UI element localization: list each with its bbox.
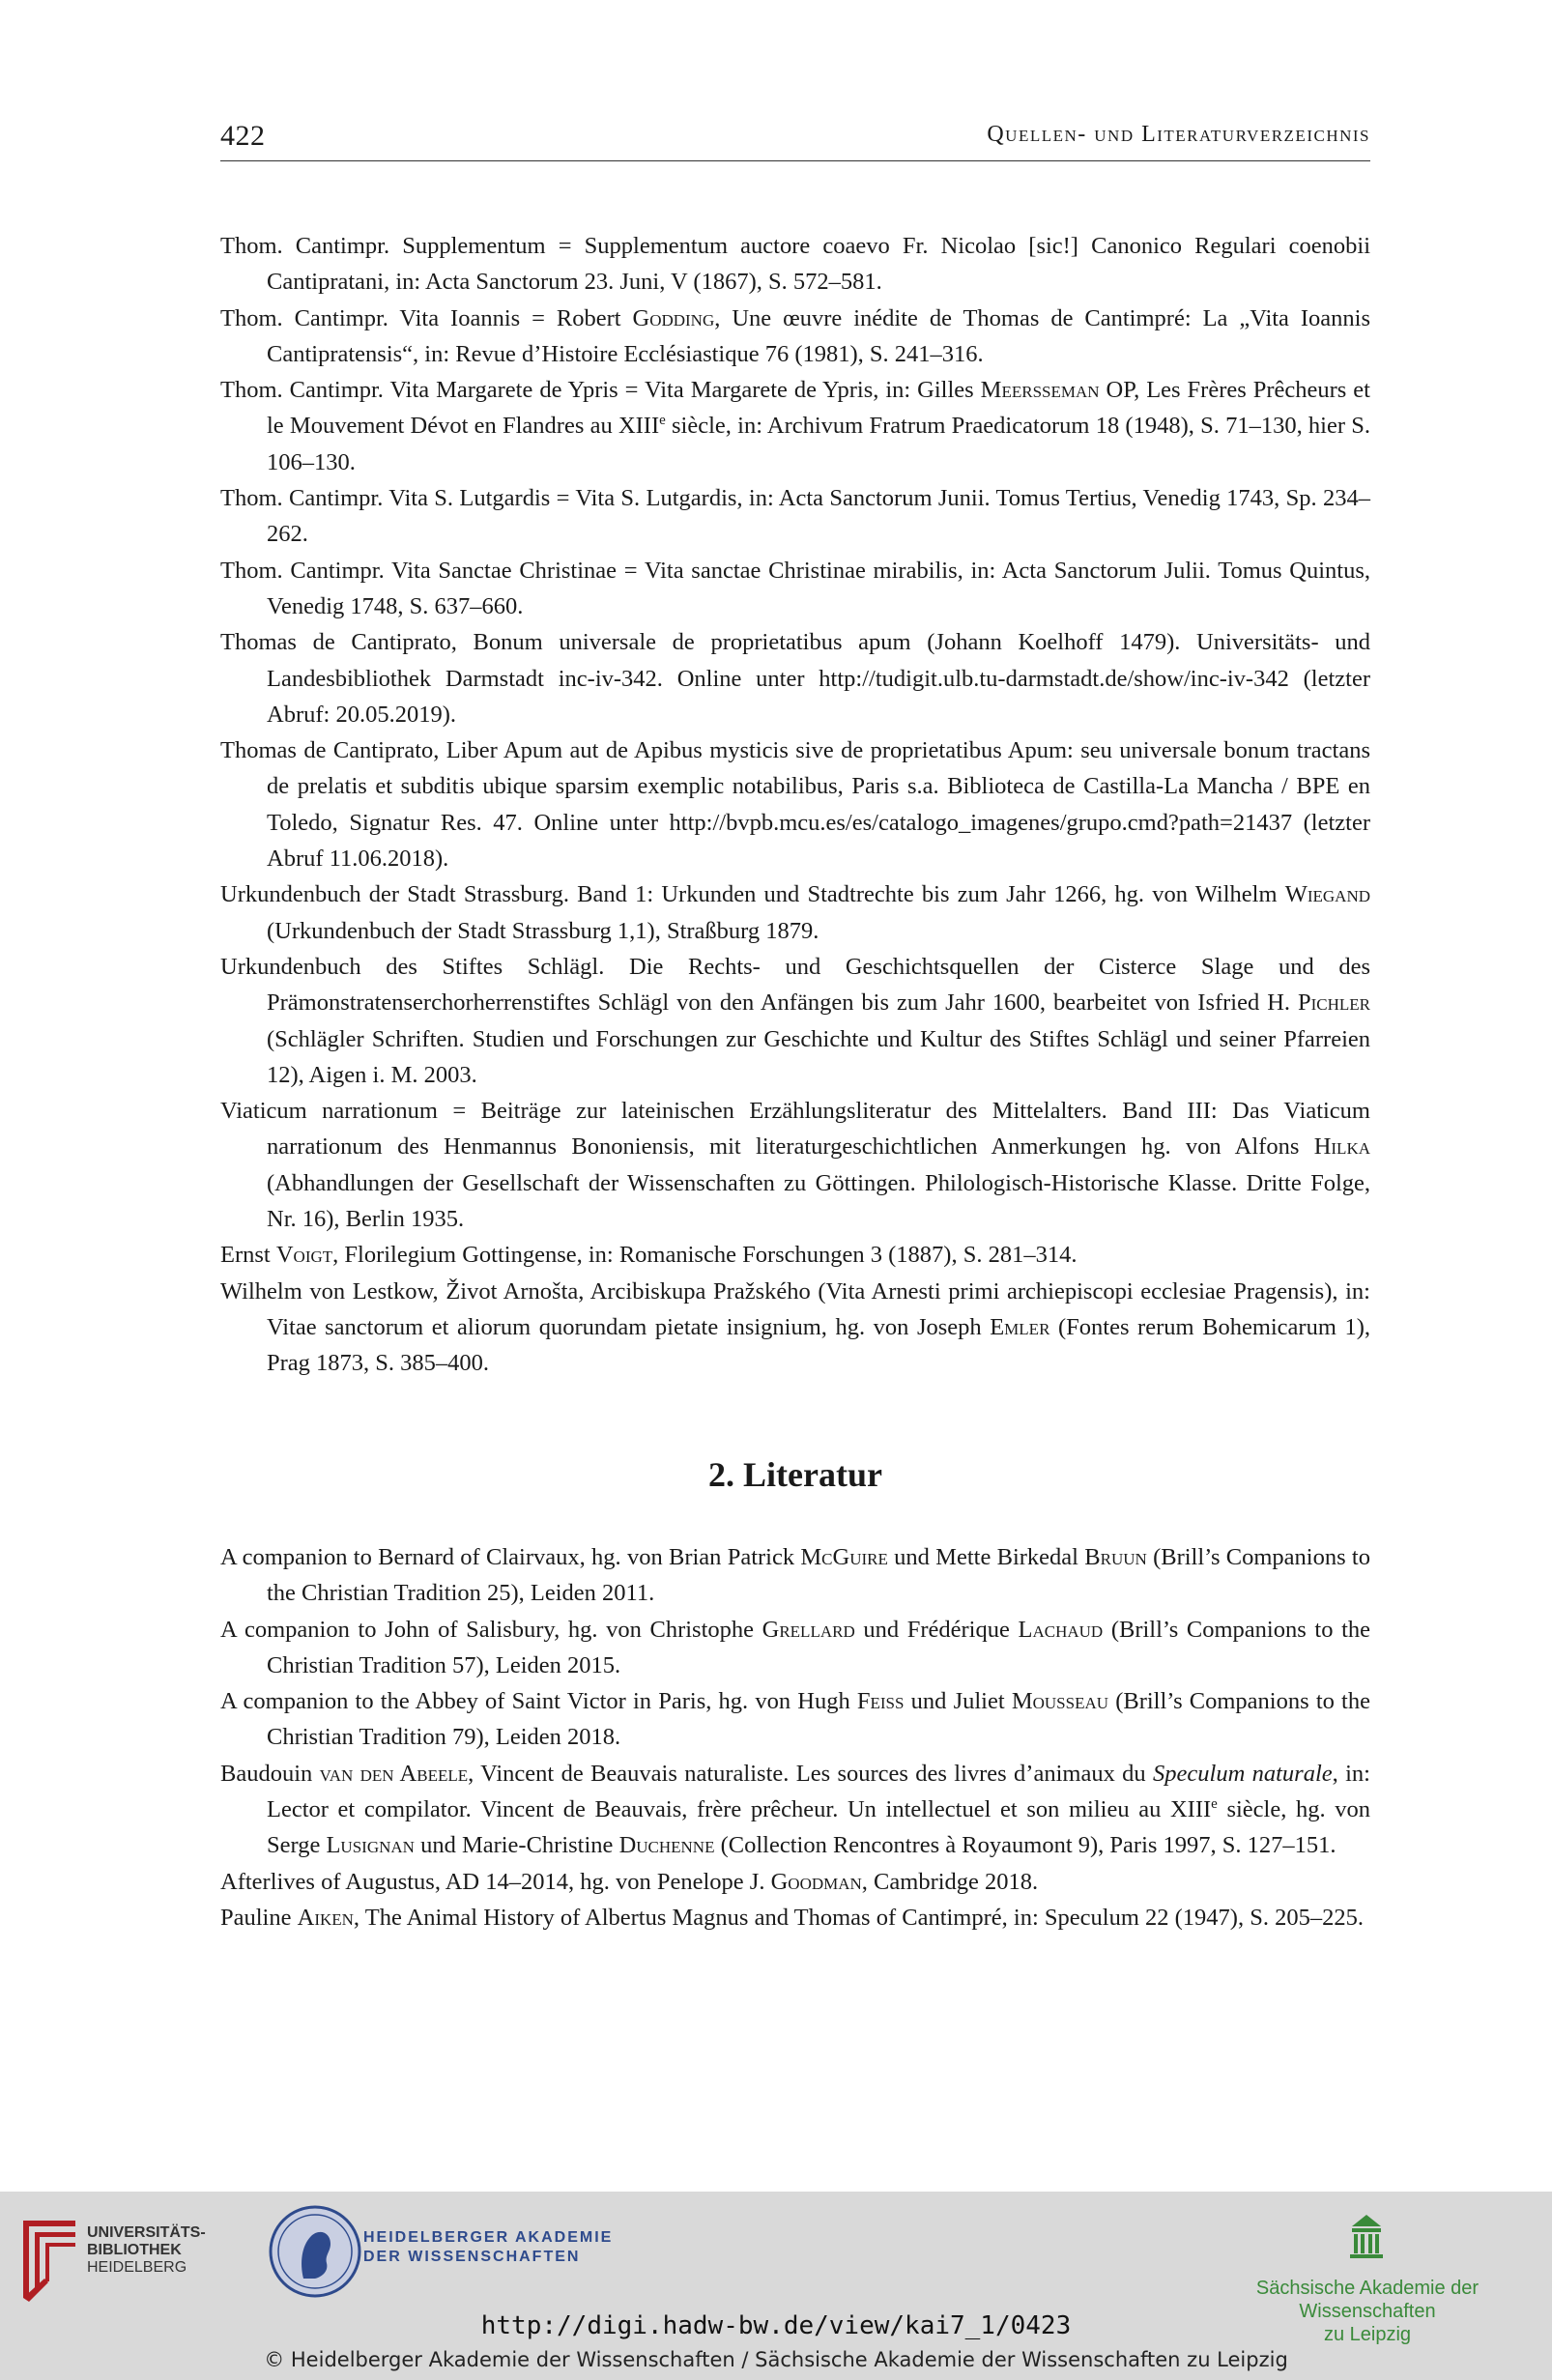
literature-entry-text: (Collection Rencontres à Royaumont 9), Paris 1997, S. 127–151. <box>714 1832 1336 1859</box>
literature-entry-text: (Brill’s Companions to the Christian Tradition 57), Leiden 2015. <box>267 1616 1371 1678</box>
saw-line-2: zu Leipzig <box>1323 2324 1412 2345</box>
saw-line-1: Sächsische Akademie der Wissenschaften <box>1255 2278 1480 2322</box>
source-entry-text: (Fontes rerum Bohemicarum 1), Prag 1873, S. 385–400. <box>267 1313 1370 1377</box>
source-entry-text: Wilhelm von Lestkow, Život Arnošta, Arcibiskupa Pražského (Vita Arnesti primi archiepiscopi ecclesiae Pragensis), in: Vitae sanctorum et aliorum quorundam pietate insignium, hg. von Joseph <box>220 1277 1370 1340</box>
source-entry-text: Voigt <box>275 1242 333 1269</box>
literature-entry <box>220 1612 1370 1684</box>
literature-entry-text: Lusignan <box>326 1832 415 1859</box>
source-entry-text: (Abhandlungen der Gesellschaft der Wissenschaften zu Göttingen. Philologisch-Historische Klasse. Dritte Folge, Nr. 16), Berlin 1935. <box>267 1169 1370 1233</box>
literature-entry-text: und Mette Birkedal <box>887 1544 1085 1570</box>
ub-heidelberg-label <box>87 2224 206 2277</box>
ub-heidelberg-logo <box>15 2217 81 2304</box>
literature-entry-text: , in: Lector et compilator. Vincent de Beauvais, frère prêcheur. Un intellectuel et son milieu au XIII <box>267 1760 1370 1823</box>
literature-entry-text: Mousseau <box>1011 1688 1109 1715</box>
source-entry-text: , Florilegium Gottingense, in: Romanische Forschungen 3 (1887), S. 281–314. <box>332 1242 1078 1269</box>
source-entry-text: (Urkundenbuch der Stadt Strassburg 1,1), Straßburg 1879. <box>267 917 819 944</box>
ub-line-2: BIBLIOTHEK <box>87 2242 182 2258</box>
source-entry-text: Thom. Cantimpr. Vita Margarete de Ypris = Vita Margarete de Ypris, in: Gilles <box>220 377 981 404</box>
hadw-line-2: DER WISSENSCHAFTEN <box>363 2249 581 2265</box>
source-entry-text: Thom. Cantimpr. Vita S. Lutgardis = Vita S. Lutgardis, in: Acta Sanctorum Junii. Tomus Tertius, Venedig 1743, Sp. 234–262. <box>220 485 1370 548</box>
permalink-url[interactable]: http://digi.hadw-bw.de/view/kai7_1/0423 <box>480 2311 1072 2340</box>
source-entry-text: Meersseman <box>980 377 1100 404</box>
literature-entry <box>220 1539 1370 1612</box>
section-heading-literatur: 2. Literatur <box>708 1455 882 1494</box>
literature-entry-text: Afterlives of Augustus, AD 14–2014, hg. von Penelope J. <box>220 1868 771 1895</box>
literature-entry-text: A companion to John of Salisbury, hg. von Christophe <box>220 1616 762 1643</box>
source-entry-text: Thomas de Cantiprato, Bonum universale de proprietatibus apum (Johann Koelhoff 1479). Universitäts- und Landesbibliothek Darmstadt inc-iv-342. Online unter http://tudigit.ulb.tu-darmstadt.de/show/inc-iv-342 (letzter Abruf: 20.05.2019). <box>220 629 1370 728</box>
running-head: Quellen- und Literaturverzeichnis <box>987 122 1370 147</box>
page-number: 422 <box>220 120 266 152</box>
source-entry-text: Viaticum narrationum = Beiträge zur lateinischen Erzählungsliteratur des Mittelalters. Band III: Das Viaticum narrationum des Henmannus Bononiensis, mit literaturgeschichtlichen Anmerkungen hg. von Alfons <box>220 1098 1370 1161</box>
literature-entry-text: McGuire <box>800 1544 888 1570</box>
source-entry-text: siècle, in: Archivum Fratrum Praedicatorum 18 (1948), S. 71–130, hier S. 106–130. <box>267 413 1371 475</box>
literature-entry-text: Feiss <box>856 1688 905 1715</box>
literature-entry-text: van den Abeele <box>319 1760 469 1787</box>
source-entry-text: Wiegand <box>1284 881 1370 908</box>
literature-entry-text: Baudouin <box>220 1760 320 1787</box>
source-entry <box>220 1274 1370 1382</box>
hadw-line-1: HEIDELBERGER AKADEMIE <box>363 2229 614 2246</box>
literature-entry-text: Speculum naturale <box>1153 1760 1333 1787</box>
source-entry-text: Ernst <box>220 1242 276 1269</box>
source-entry <box>220 624 1370 732</box>
source-entry <box>220 1093 1370 1237</box>
literature-entry-text: Pauline <box>220 1904 298 1931</box>
literature-entry-text: und Frédérique <box>854 1616 1019 1643</box>
source-entry-text: (Schlägler Schriften. Studien und Forschungen zur Geschichte und Kultur des Stiftes Schlägl und seiner Pfarreien 12), Aigen i. M. 2003. <box>267 1025 1370 1088</box>
source-entry-text: e <box>659 413 666 429</box>
literature-entry-text: und Marie-Christine <box>414 1832 619 1859</box>
source-entry-text: Thomas de Cantiprato, Liber Apum aut de Apibus mysticis sive de proprietatibus Apum: seu universale bonum tractans de prelatis et subditis ubique sparsim exemplic notabilibus, Paris s.a. Biblioteca de Castilla-La Mancha / BPE en Toledo, Signatur Res. 47. Online unter http://bvpb.mcu.es/es/catalogo_imagenes/grupo.cmd?path=21437 (letzter Abruf 11.06.2018). <box>220 737 1370 873</box>
source-entry-text: Pichler <box>1297 989 1370 1017</box>
literature-entry-text: Goodman <box>770 1868 862 1895</box>
literature-entry <box>220 1900 1370 1936</box>
footer-bar <box>0 2192 1552 2380</box>
literature-entry <box>220 1683 1370 1756</box>
literature-entry <box>220 1864 1370 1900</box>
literature-entry-text: (Brill’s Companions to the Christian Tradition 79), Leiden 2018. <box>267 1688 1370 1751</box>
source-entry <box>220 949 1370 1093</box>
source-entry <box>220 480 1370 553</box>
copyright-notice: © Heidelberger Akademie der Wissenschaften / Sächsische Akademie der Wissenschaften zu Leipzig <box>264 2348 1288 2371</box>
source-entry-text: OP, Les Frères Prêcheurs et le Mouvement Dévot en Flandres au XIII <box>267 377 1370 440</box>
literature-entry-text: A companion to the Abbey of Saint Victor in Paris, hg. von Hugh <box>220 1688 857 1715</box>
literature-entry-text: , Cambridge 2018. <box>861 1868 1039 1895</box>
hadw-label <box>363 2228 613 2267</box>
source-entry-text: Urkundenbuch des Stiftes Schlägl. Die Rechts- und Geschichtsquellen der Cisterce Slage und des Prämonstratenserchorherrenstiftes Schlägl von den Anfängen bis zum Jahr 1600, bearbeitet von Isfried H. <box>220 953 1370 1017</box>
literature-entry-text: (Brill’s Companions to the Christian Tradition 25), Leiden 2011. <box>267 1544 1370 1607</box>
literature-entry-text: Grellard <box>762 1616 855 1643</box>
page-header <box>220 114 1370 161</box>
source-entry-text: , Une œuvre inédite de Thomas de Cantimpré: La „Vita Ioannis Cantipratensis“, in: Revue d’Histoire Ecclésiastique 76 (1981), S. 241–316. <box>267 304 1370 367</box>
source-entry-text: Emler <box>990 1313 1050 1340</box>
source-entry-text: Urkundenbuch der Stadt Strassburg. Band 1: Urkunden und Stadtrechte bis zum Jahr 1266, hg. von Wilhelm <box>220 881 1285 908</box>
source-entry <box>220 301 1370 373</box>
source-entry <box>220 876 1370 949</box>
source-entry <box>220 372 1370 480</box>
literature-entry-text: , Vincent de Beauvais naturaliste. Les sources des livres d’animaux du <box>468 1760 1154 1787</box>
source-entry-text: Thom. Cantimpr. Vita Ioannis = Robert <box>220 304 633 331</box>
literature-entry-text: Lachaud <box>1018 1616 1104 1643</box>
saw-building-icon <box>1348 2213 1385 2259</box>
source-entry-text: Thom. Cantimpr. Supplementum = Supplementum auctore coaevo Fr. Nicolao [sic!] Canonico Regulari coenobii Cantipratani, in: Acta Sanctorum 23. Juni, V (1867), S. 572–581. <box>220 233 1370 296</box>
source-entry <box>220 553 1370 625</box>
literature-entry-text: , The Animal History of Albertus Magnus and Thomas of Cantimpré, in: Speculum 22 (1947), S. 205–225. <box>353 1904 1364 1931</box>
literature-entry-text: e <box>1211 1795 1218 1812</box>
ub-line-1: UNIVERSITÄTS- <box>87 2224 206 2241</box>
source-entry-text: Godding <box>632 304 715 331</box>
literature-entry-text: Duchenne <box>618 1832 715 1859</box>
hadw-seal-icon <box>267 2203 363 2300</box>
literature-entry-text: Aiken <box>297 1904 354 1931</box>
source-entry <box>220 732 1370 876</box>
ub-line-3: HEIDELBERG <box>87 2259 187 2276</box>
source-entry-text: Hilka <box>1313 1133 1370 1161</box>
source-entry <box>220 228 1370 301</box>
sources-list <box>220 228 1370 1382</box>
source-entry-text: Thom. Cantimpr. Vita Sanctae Christinae = Vita sanctae Christinae mirabilis, in: Acta Sanctorum Julii. Tomus Quintus, Venedig 1748, S. 637–660. <box>220 557 1370 619</box>
literature-entry-text: und Juliet <box>904 1688 1012 1715</box>
literature-list <box>220 1539 1370 1936</box>
literature-entry <box>220 1756 1370 1864</box>
source-entry <box>220 1237 1370 1273</box>
literature-entry-text: Bruun <box>1084 1544 1147 1570</box>
literature-entry-text: A companion to Bernard of Clairvaux, hg. von Brian Patrick <box>220 1544 801 1570</box>
literature-entry-text: siècle, hg. von Serge <box>267 1796 1370 1859</box>
